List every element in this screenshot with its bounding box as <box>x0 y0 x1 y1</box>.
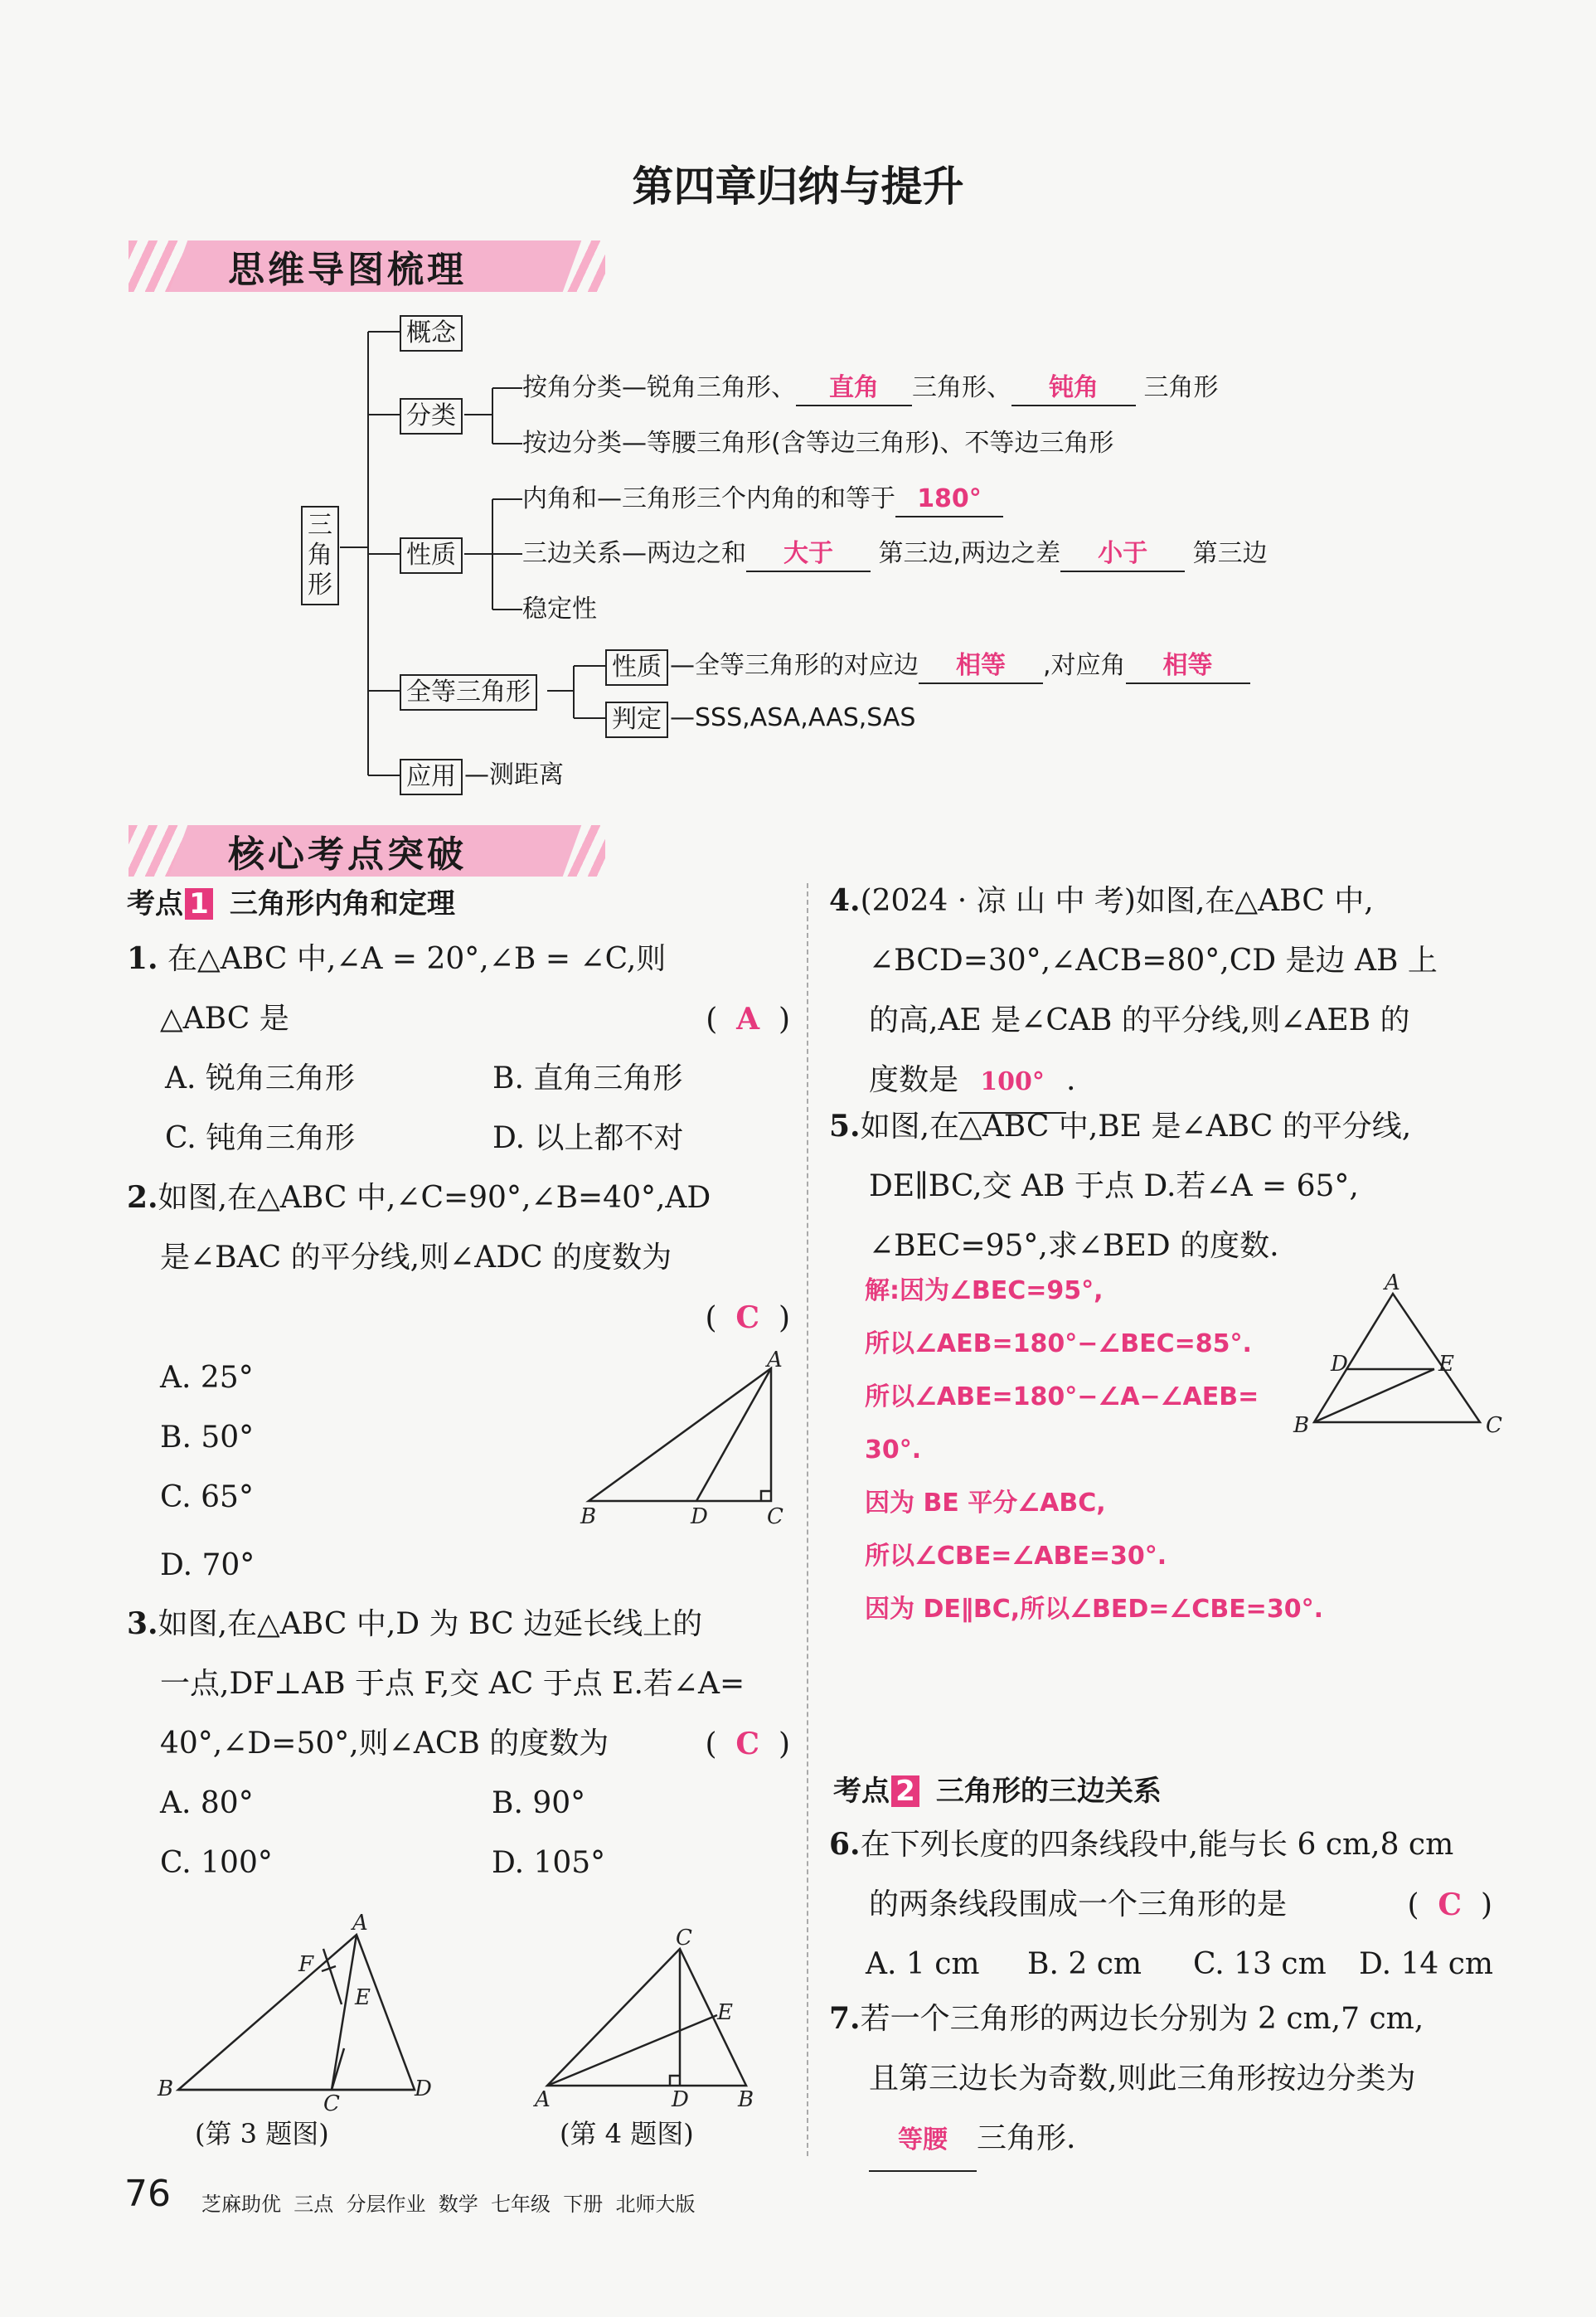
question-2: 2.如图,在△ABC 中,∠C=90°,∠B=40°,AD 是∠BAC 的平分线,则∠ADC 的度数为 ( C ) A. 25° B. 50° C. 65° D. 70° <box>127 1180 790 1582</box>
answer-blank: 180° <box>895 483 1003 517</box>
question-4: 4.(2024 · 凉 山 中 考)如图,在△ABC 中, ∠BCD=30°,∠ACB=80°,CD 是边 AB 上 的高,AE 是∠CAB 的平分线,则∠AEB 的 度数是 100° . <box>829 871 1492 1114</box>
classify-by-angle: 按角分类—锐角三角形、 直角 三角形、 钝角 三角形 <box>522 372 1219 406</box>
classify-by-side: 按边分类—等腰三角形(含等边三角形)、不等边三角形 <box>522 429 1114 458</box>
answer-blank: 等腰 <box>869 2111 977 2172</box>
q4-figure <box>531 1926 763 2112</box>
svg-text:D: D <box>672 2087 689 2112</box>
cong-property-text: —全等三角形的对应边 相等 ,对应角 相等 <box>670 649 1250 684</box>
svg-text:B: B <box>1293 1413 1310 1438</box>
svg-text:B: B <box>158 2077 174 2101</box>
q3-figure <box>158 1911 448 2116</box>
cong-judge-text: —SSS,ASA,AAS,SAS <box>670 703 916 732</box>
answer-choice: C <box>1438 1887 1463 1922</box>
answer-choice: A <box>736 1002 760 1037</box>
svg-text:C: C <box>767 1504 783 1529</box>
answer-blank: 相等 <box>919 649 1043 684</box>
page-number: 76 <box>124 2173 171 2215</box>
question-5: 5.如图,在△ABC 中,BE 是∠ABC 的平分线, DE∥BC,交 AB 于点 D.若∠A = 65°, ∠BEC=95°,求∠BED 的度数. <box>829 1109 1412 1263</box>
svg-text:C: C <box>676 1926 692 1950</box>
section-banner-core <box>129 825 605 877</box>
application-text: —测距离 <box>464 760 564 789</box>
point1-heading: 考点 1 三角形内角和定理 <box>127 887 455 920</box>
answer-blank: 100° <box>958 1052 1066 1114</box>
node-application: 应用 <box>400 759 463 795</box>
svg-text:E: E <box>717 2000 733 2025</box>
svg-text:A: A <box>352 1911 368 1936</box>
svg-text:D: D <box>1331 1352 1348 1377</box>
svg-text:A: A <box>535 2087 551 2112</box>
answer-blank: 大于 <box>746 537 871 572</box>
q2-figure <box>580 1348 796 1534</box>
banner-title: 思维导图梳理 <box>228 249 467 291</box>
answer-blank: 小于 <box>1060 537 1185 572</box>
mind-map <box>0 0 1596 829</box>
footer-text: 芝麻助优 三点 分层作业 数学 七年级 下册 北师大版 <box>201 2193 696 2216</box>
svg-text:F: F <box>298 1952 314 1977</box>
svg-text:A: A <box>1385 1270 1400 1295</box>
q5-figure <box>1289 1270 1505 1439</box>
property-stability: 稳定性 <box>522 595 597 624</box>
answer-blank: 相等 <box>1126 649 1250 684</box>
column-divider <box>807 883 808 2156</box>
question-7: 7.若一个三角形的两边长分别为 2 cm,7 cm, 且第三边长为奇数,则此三角形按边分类为 等腰 三角形. <box>829 1989 1492 2172</box>
question-6: 6.在下列长度的四条线段中,能与长 6 cm,8 cm 的两条线段围成一个三角形的是 ( C ) A. 1 cm B. 2 cm C. 13 cm D. 14 cm <box>829 1827 1494 1981</box>
q3-caption: (第 3 题图) <box>195 2118 329 2149</box>
banner-title: 核心考点突破 <box>228 833 467 876</box>
mindmap-root: 三 角 形 <box>301 506 339 605</box>
svg-text:A: A <box>767 1348 783 1372</box>
answer-blank: 钝角 <box>1011 372 1136 406</box>
node-concept: 概念 <box>400 315 463 352</box>
svg-text:D: D <box>691 1504 708 1529</box>
q4-caption: (第 4 题图) <box>560 2118 694 2149</box>
svg-text:B: B <box>738 2087 754 2112</box>
question-3: 3.如图,在△ABC 中,D 为 BC 边延长线上的 一点,DF⊥AB 于点 F,交 AC 于点 E.若∠A= 40°,∠D=50°,则∠ACB 的度数为 ( C ) A. 80° B. 90° C. 100° D. 105° <box>127 1606 790 1880</box>
svg-text:E: E <box>355 1985 371 2010</box>
answer-choice: C <box>735 1300 760 1335</box>
svg-text:C: C <box>1486 1413 1502 1438</box>
point2-heading: 考点 2 三角形的三边关系 <box>833 1775 1162 1808</box>
node-classify: 分类 <box>400 398 463 435</box>
node-congruent: 全等三角形 <box>400 674 537 711</box>
answer-choice: C <box>735 1727 760 1761</box>
svg-text:C: C <box>323 2091 340 2116</box>
property-angle-sum: 内角和—三角形三个内角的和等于 180° <box>522 483 1003 517</box>
svg-text:E: E <box>1438 1352 1454 1377</box>
node-cong-property: 性质 <box>605 649 668 686</box>
node-cong-judge: 判定 <box>605 702 668 738</box>
svg-text:B: B <box>580 1504 597 1529</box>
answer-blank: 直角 <box>796 372 912 406</box>
property-side-relation: 三边关系—两边之和 大于 第三边,两边之差 小于 第三边 <box>522 537 1268 572</box>
page-title: 第四章归纳与提升 <box>632 163 964 211</box>
node-property: 性质 <box>400 537 463 574</box>
question-1: 1. 在△ABC 中,∠A = 20°,∠B = ∠C,则 △ABC 是 ( A ) A. 锐角三角形 B. 直角三角形 C. 钝角三角形 D. 以上都不对 <box>127 941 790 1155</box>
q5-solution: 解:因为∠BEC=95°, 所以∠AEB=180°−∠BEC=85°. 所以∠ABE=180°−∠A−∠AEB= 30°. 因为 BE 平分∠ABC, 所以∠CBE=∠ABE=30°. 因为 DE∥BC,所以∠BED=∠CBE=30°. <box>865 1276 1323 1624</box>
svg-text:D: D <box>415 2077 432 2101</box>
